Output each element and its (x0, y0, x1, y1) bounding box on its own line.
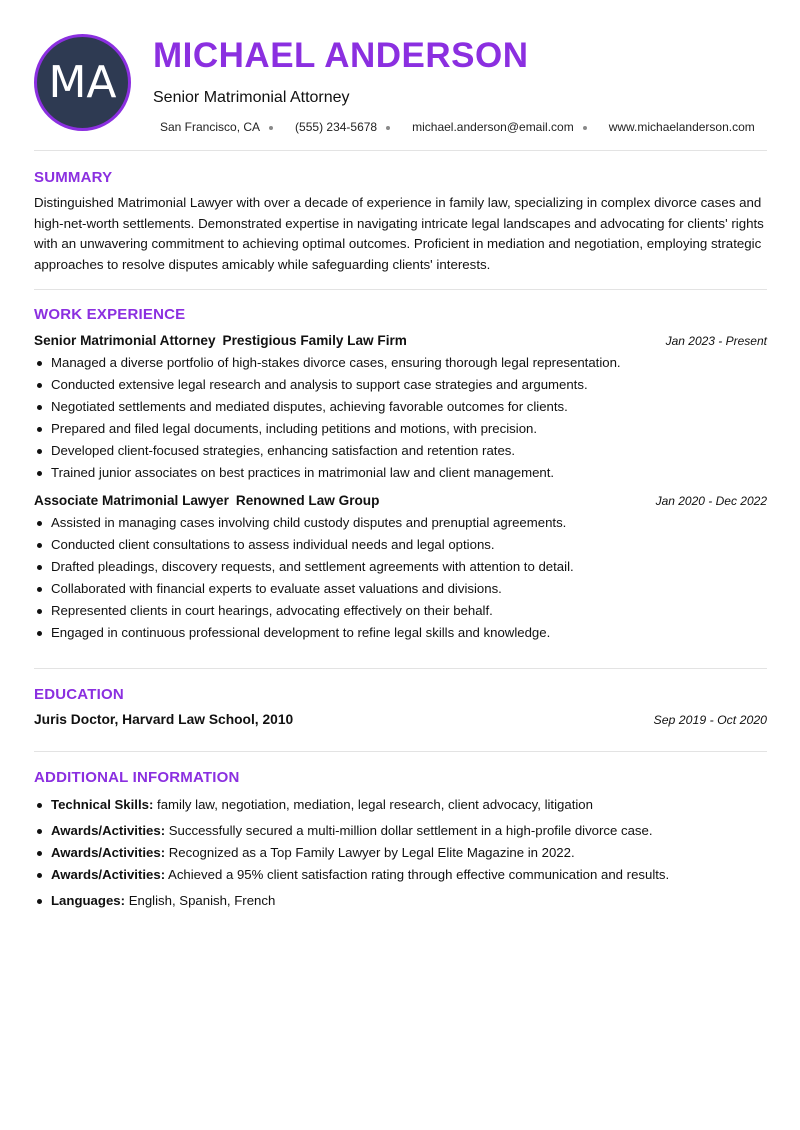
info-text: Achieved a 95% client satisfaction rating through effective communication and results. (168, 867, 670, 882)
job-bullets (34, 352, 767, 484)
resume-header (34, 0, 767, 150)
info-text: Recognized as a Top Family Lawyer by Legal Elite Magazine in 2022. (168, 845, 575, 860)
list-item: Managed a diverse portfolio of high-stakes divorce cases, ensuring thorough legal representation. (34, 352, 767, 374)
list-item: Drafted pleadings, discovery requests, and settlement agreements with attention to detail. (34, 556, 767, 578)
job-entry (34, 333, 767, 484)
list-item (34, 842, 767, 864)
education-dates: Sep 2019 - Oct 2020 (653, 713, 767, 727)
job-company: Prestigious Family Law Firm (222, 333, 407, 348)
section-heading-experience: WORK EXPERIENCE (34, 306, 186, 323)
list-item: Conducted extensive legal research and analysis to support case strategies and arguments. (34, 374, 767, 396)
list-item: Trained junior associates on best practices in matrimonial law and client management. (34, 462, 767, 484)
info-label: Languages: (51, 893, 126, 908)
info-label: Awards/Activities: (51, 823, 166, 838)
education-section (34, 669, 767, 727)
candidate-title: Senior Matrimonial Attorney (153, 89, 350, 106)
section-heading-summary: SUMMARY (34, 169, 113, 186)
job-dates: Jan 2020 - Dec 2022 (655, 494, 767, 508)
contact-location: San Francisco, CA (160, 120, 261, 134)
job-company: Renowned Law Group (235, 493, 380, 508)
separator-dot-icon (583, 126, 587, 130)
info-text: family law, negotiation, mediation, legal research, client advocacy, litigation (157, 797, 593, 812)
separator-dot-icon (269, 126, 273, 130)
info-label: Awards/Activities: (51, 867, 166, 882)
list-item: Negotiated settlements and mediated disputes, achieving favorable outcomes for clients. (34, 396, 767, 418)
avatar-initials: MA (48, 57, 117, 108)
list-item (34, 794, 767, 816)
list-item: Collaborated with financial experts to evaluate asset valuations and divisions. (34, 578, 767, 600)
list-item: Represented clients in court hearings, advocating effectively on their behalf. (34, 600, 767, 622)
list-item (34, 820, 767, 842)
experience-section (34, 290, 767, 644)
job-bullets (34, 512, 767, 644)
contact-email[interactable]: michael.anderson@email.com (412, 120, 574, 134)
job-entry (34, 493, 767, 644)
summary-text: Distinguished Matrimonial Lawyer with over a decade of experience in family law, specializing in complex divorce cases and high-net-worth settlements. Demonstrated expertise in navigating intricate legal landscapes and advocating for clients' rights with an unwavering commitment to achieving optimal outcomes. Proficient in mediation and negotiation, employing strategic approaches to resolve disputes amicably while safeguarding clients' interests. (34, 195, 764, 272)
section-heading-additional: ADDITIONAL INFORMATION (34, 769, 240, 786)
education-degree: Juris Doctor, Harvard Law School, 2010 (34, 712, 294, 727)
info-label: Awards/Activities: (51, 845, 166, 860)
info-text: Successfully secured a multi-million dollar settlement in a high-profile divorce case. (168, 823, 653, 838)
education-entry (34, 712, 767, 727)
list-item: Engaged in continuous professional development to refine legal skills and knowledge. (34, 622, 767, 644)
contact-info (160, 120, 755, 134)
section-heading-education: EDUCATION (34, 686, 124, 703)
job-header (34, 333, 767, 348)
separator-dot-icon (386, 126, 390, 130)
resume-page (34, 0, 767, 912)
info-text: English, Spanish, French (128, 893, 276, 908)
list-item (34, 864, 767, 886)
info-label: Technical Skills: (51, 797, 154, 812)
contact-phone: (555) 234-5678 (295, 120, 378, 134)
candidate-name: MICHAEL ANDERSON (153, 36, 529, 75)
additional-section (34, 752, 767, 912)
list-item (34, 890, 767, 912)
list-item: Prepared and filed legal documents, including petitions and motions, with precision. (34, 418, 767, 440)
job-role: Senior Matrimonial Attorney (34, 333, 216, 348)
additional-list (34, 794, 767, 912)
list-item: Conducted client consultations to assess individual needs and legal options. (34, 534, 767, 556)
summary-section (34, 151, 767, 275)
list-item: Developed client-focused strategies, enhancing satisfaction and retention rates. (34, 440, 767, 462)
list-item: Assisted in managing cases involving child custody disputes and prenuptial agreements. (34, 512, 767, 534)
contact-website[interactable]: www.michaelanderson.com (608, 120, 755, 134)
job-role: Associate Matrimonial Lawyer (34, 493, 229, 508)
avatar (34, 34, 131, 131)
job-dates: Jan 2023 - Present (665, 334, 767, 348)
job-header (34, 493, 767, 508)
